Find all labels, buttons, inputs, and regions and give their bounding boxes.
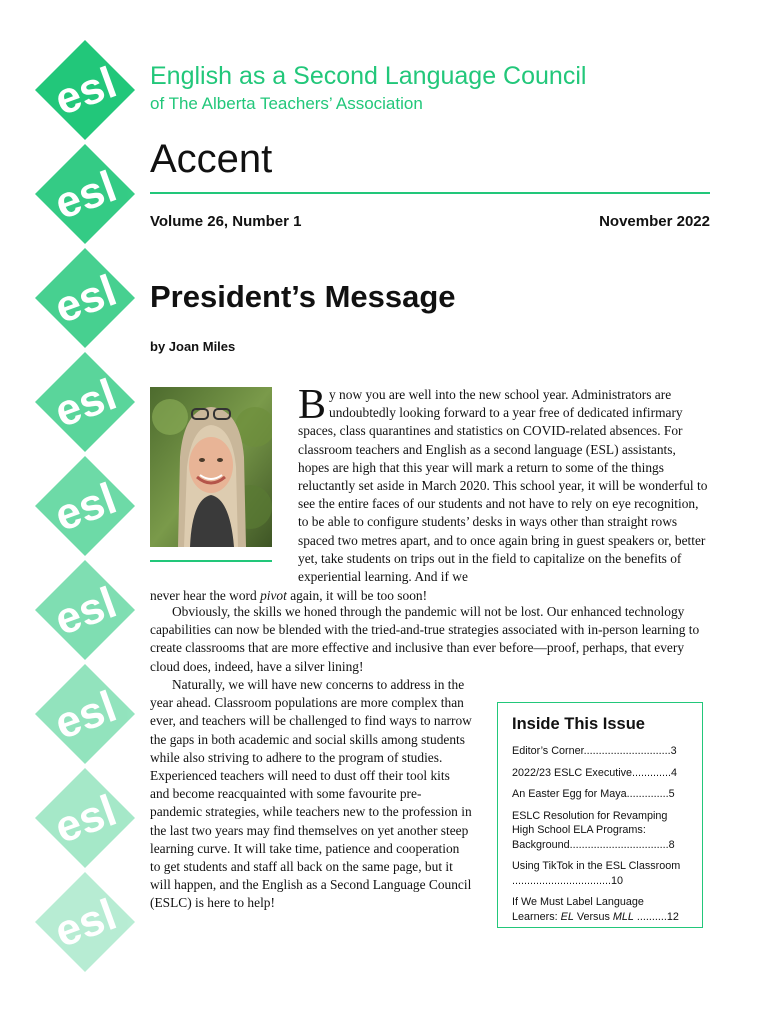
toc-item-text: If We Must Label Language Learners: xyxy=(512,896,644,923)
volume-number: Volume 26, Number 1 xyxy=(150,213,302,230)
esl-logo-letters: esl xyxy=(48,473,123,541)
esl-logo-letters: esl xyxy=(48,889,123,957)
toc-item[interactable]: Using TikTok in the ESL Classroom .................................10 xyxy=(512,860,681,887)
esl-logo-mark xyxy=(35,768,135,868)
toc-item[interactable]: Editor’s Corner.............................3 xyxy=(512,745,677,757)
article-paragraph-2: Obviously, the skills we honed through the pandemic will not be lost. Our enhanced technology capabilities can now be blended with the tried-and-true strategies associated with in-person learning to create classrooms that are more effective and inclusive than ever before—proof, perhaps, that every cloud does, indeed, have a silver lining! xyxy=(150,604,700,674)
masthead-divider xyxy=(150,192,710,194)
esl-logo-letters: esl xyxy=(48,785,123,853)
article-paragraph-1 xyxy=(298,382,710,586)
esl-logo-stack xyxy=(30,40,140,990)
esl-logo-mark xyxy=(35,40,135,140)
inside-this-issue-box xyxy=(497,702,703,928)
article-byline: by Joan Miles xyxy=(150,339,236,354)
drop-cap: B xyxy=(298,382,327,428)
toc-item[interactable]: ESLC Resolution for Revamping High School ELA Programs: Background.................................8 xyxy=(512,809,675,851)
org-subtitle: of The Alberta Teachers’ Association xyxy=(150,94,423,113)
esl-logo-letters: esl xyxy=(48,57,123,125)
paragraph-1-tail-end: again, it will be too soon! xyxy=(286,588,428,603)
author-portrait-image xyxy=(150,387,272,547)
toc-item-em-el: EL xyxy=(560,910,574,923)
esl-logo-mark xyxy=(35,456,135,556)
paragraph-1-tail-text: never hear the word xyxy=(150,588,261,603)
esl-logo-letters: esl xyxy=(48,265,123,333)
esl-logo-letters: esl xyxy=(48,681,123,749)
author-photo xyxy=(150,387,272,547)
issue-date: November 2022 xyxy=(599,213,710,230)
toc-item[interactable]: 2022/23 ESLC Executive.............4 xyxy=(512,766,678,779)
paragraph-1-text: y now you are well into the new school year. Administrators are undoubtedly looking forward to a year free of dedicated infirmary spaces, class quarantines and statistics on COVID-related absences. For classroom teachers and English as a second language (ESL) assistants, hopes are high that this year will mark a return to some of the things reluctantly set aside in March 2020. This school year, it will be wonderful to see the entire faces of our students and not have to rely on eye recognition, to be able to configure students’ desks in ways other than straight rows spaced two metres apart, and to once again bring in guest speakers or, better yet, take students on trips out in the field to capitalize on the benefits of experiential learning. And if we xyxy=(298,387,708,585)
publication-title: Accent xyxy=(150,137,273,181)
esl-logo-letters: esl xyxy=(48,161,123,229)
article-title: President’s Message xyxy=(150,279,456,314)
esl-logo-mark xyxy=(35,144,135,244)
esl-logo-mark xyxy=(35,664,135,764)
toc-item[interactable] xyxy=(512,895,690,924)
esl-logo-letters: esl xyxy=(48,577,123,645)
article-paragraph-3: Naturally, we will have new concerns to address in the year ahead. Classroom populations are more complex than ever, and teachers will be challenged to find ways to narrow the gaps in both academic and social skills among students while also striving to adhere to the program of studies. Experienced teachers will need to dust off their tool kits and become reacquainted with some favourite pre-pandemic strategies, while teachers new to the profession in the last two years may find themselves on yet another steep learning curve. It will take time, patience and cooperation to get students and staff all back on the same page, but it will happen, and the English as a Second Language Council (ESLC) is here to help! xyxy=(150,677,472,911)
esl-logo-column xyxy=(30,40,140,990)
photo-divider xyxy=(150,560,272,562)
toc-item-em-mll: MLL xyxy=(612,910,634,923)
esl-logo-mark xyxy=(35,560,135,660)
toc-item-text-mid: Versus xyxy=(573,910,613,923)
masthead xyxy=(150,60,710,116)
esl-logo-mark xyxy=(35,352,135,452)
esl-logo-mark xyxy=(35,248,135,348)
toc-item-page: ..........12 xyxy=(633,910,679,923)
esl-logo-mark xyxy=(35,872,135,972)
toc-item[interactable]: An Easter Egg for Maya..............5 xyxy=(512,788,675,800)
esl-logo-letters: esl xyxy=(48,369,123,437)
inside-title: Inside This Issue xyxy=(512,715,645,733)
emphasis-pivot: pivot xyxy=(260,588,287,603)
org-title: English as a Second Language Council xyxy=(150,62,587,90)
